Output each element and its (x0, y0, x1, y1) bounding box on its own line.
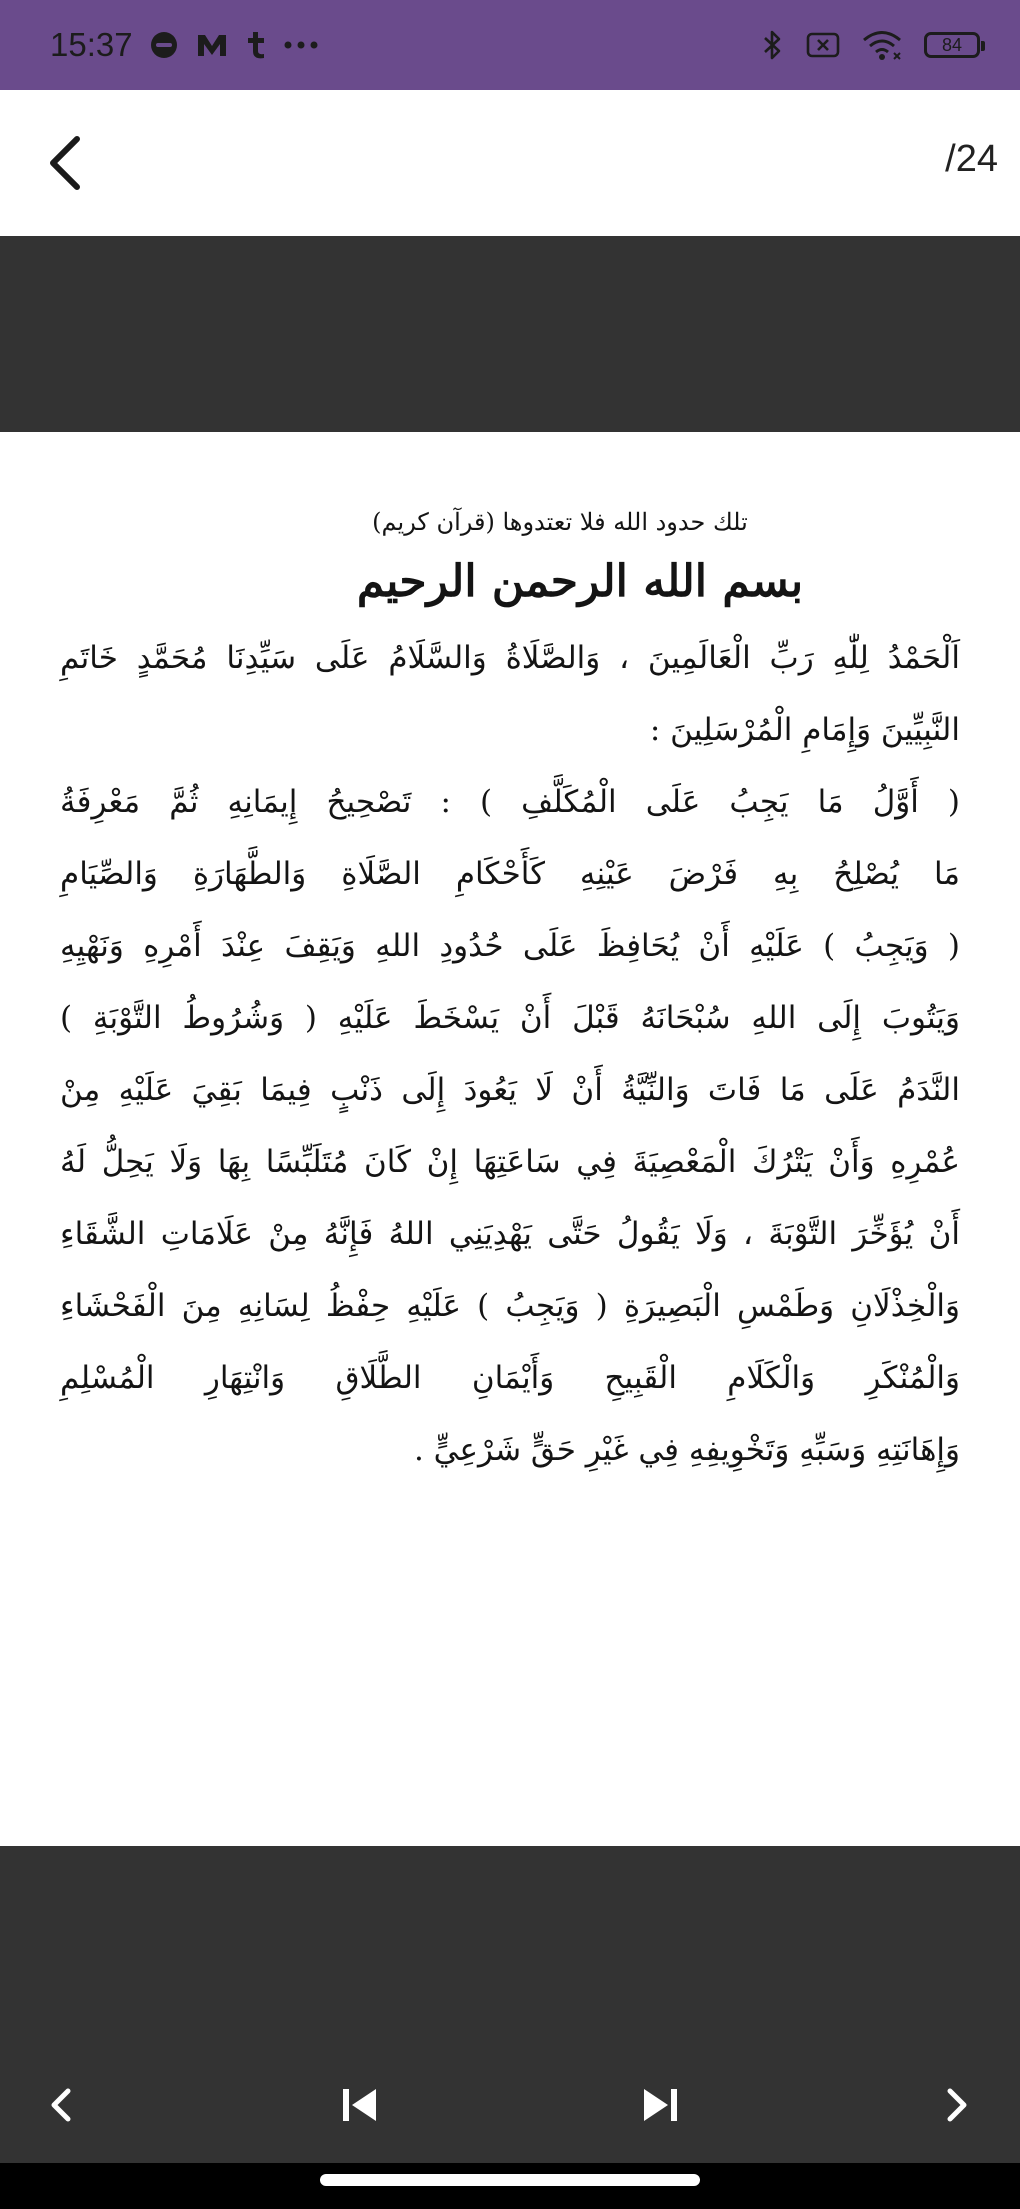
text-line: ( أَوَّلُ مَا يَجِبُ عَلَى الْمُكَلَّفِ ) : تَصْحِيحُ إِيمَانِهِ ثُمَّ مَعْرِفَةُ (60, 784, 960, 820)
m-app-icon (195, 31, 229, 59)
app-header (0, 90, 1020, 236)
gesture-bar (0, 2163, 1020, 2209)
skip-last-icon (638, 2085, 682, 2125)
battery-level: 84 (941, 34, 963, 55)
status-right (762, 0, 980, 90)
text-line: أَنْ يُؤَخِّرَ التَّوْبَةَ ، وَلَا يَقُولُ حَتَّى يَهْدِيَنِي اللهُ فَإِنَّهُ مِنْ عَلَامَاتِ الشَّقَاءِ (60, 1216, 960, 1252)
wifi-icon (862, 29, 902, 61)
status-bar (0, 0, 1020, 90)
back-button[interactable] (30, 128, 100, 198)
last-page-button[interactable] (615, 2060, 705, 2150)
page-header-note: تلك حدود الله فلا تعتدوها (قرآن كريم) (372, 508, 748, 536)
text-line: وَالْمُنْكَرِ وَالْكَلَامِ الْقَبِيحِ وَأَيْمَانِ الطَّلَاقِ وَانْتِهَارِ الْمُسْلِمِ (60, 1360, 960, 1396)
no-sim-icon (806, 31, 840, 59)
text-line: مَا يُصْلِحُ بِهِ فَرْضَ عَيْنِهِ كَأَحْكَامِ الصَّلَاةِ وَالطَّهَارَةِ وَالصِّيَامِ (60, 856, 960, 892)
status-time: 15:37 (50, 26, 133, 63)
home-indicator[interactable] (320, 2174, 700, 2186)
text-line: وَالْخِذْلَانِ وَطَمْسِ الْبَصِيرَةِ ( وَيَجِبُ ) عَلَيْهِ حِفْظُ لِسَانِهِ مِنَ الْفَحْشَاءِ (60, 1288, 960, 1324)
chevron-right-icon (942, 2085, 972, 2125)
text-line: اَلْحَمْدُ لِلّٰهِ رَبِّ الْعَالَمِينَ ، وَالصَّلَاةُ وَالسَّلَامُ عَلَى سَيِّدِنَا مُحَمَّدٍ خَاتَمِ (60, 640, 960, 676)
text-line: عُمْرِهِ وَأَنْ يَتْرُكَ الْمَعْصِيَةَ فِي سَاعَتِهَا إِنْ كَانَ مُتَلَبِّسًا بِهَا وَلَا يَحِلُّ لَهُ (60, 1144, 960, 1180)
viewer-top-margin (0, 236, 1020, 432)
page-navigation (0, 2060, 1020, 2150)
chevron-left-icon (45, 135, 85, 191)
basmala-title: بسم الله الرحمن الرحيم (356, 556, 804, 607)
first-page-button[interactable] (315, 2060, 405, 2150)
battery-icon (924, 32, 980, 58)
chevron-left-icon (46, 2085, 76, 2125)
text-line: وَإِهَانَتِهِ وَسَبِّهِ وَتَخْوِيفِهِ فِي غَيْرِ حَقٍّ شَرْعِيٍّ . (413, 1432, 960, 1468)
document-page[interactable] (0, 432, 1020, 1846)
t-app-icon (245, 30, 267, 60)
previous-page-button[interactable] (16, 2060, 106, 2150)
app-notification-icon (149, 30, 179, 60)
bluetooth-icon (762, 29, 784, 61)
text-line: وَيَتُوبَ إِلَى اللهِ سُبْحَانَهُ قَبْلَ أَنْ يَسْخَطَ عَلَيْهِ ( وَشُرُوطُ التَّوْبَةِ ) (60, 1000, 960, 1036)
page-count: /24 (945, 138, 998, 180)
next-page-button[interactable] (912, 2060, 1002, 2150)
page-text (60, 502, 960, 1486)
text-line: النَّبِيِّينَ وَإِمَامِ الْمُرْسَلِينَ : (649, 712, 960, 748)
more-icon (283, 40, 319, 50)
skip-first-icon (338, 2085, 382, 2125)
status-left (50, 0, 319, 90)
text-line: ( وَيَجِبُ ) عَلَيْهِ أَنْ يُحَافِظَ عَلَى حُدُودِ اللهِ وَيَقِفَ عِنْدَ أَمْرِهِ وَنَهْيِهِ (60, 928, 960, 964)
text-line: النَّدَمُ عَلَى مَا فَاتَ وَالنِّيَّةُ أَنْ لَا يَعُودَ إِلَى ذَنْبٍ فِيمَا بَقِيَ عَلَيْهِ مِنْ (60, 1072, 960, 1108)
